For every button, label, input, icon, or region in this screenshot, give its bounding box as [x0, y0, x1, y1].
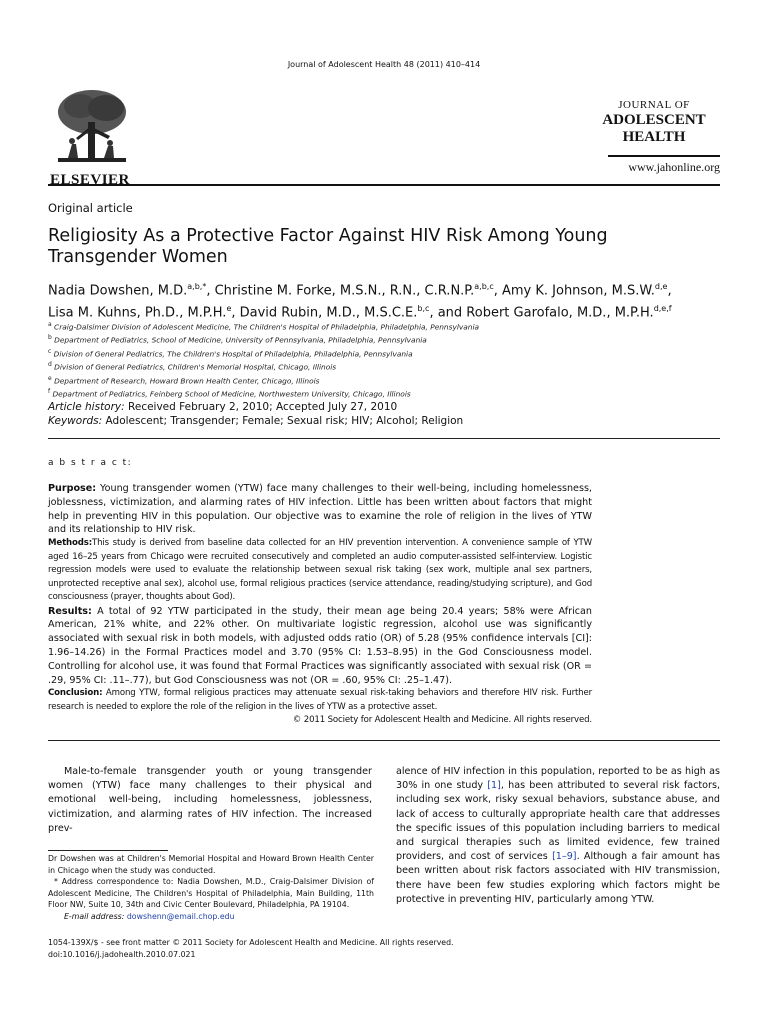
body-right-column: alence of HIV infection in this population, reported to be as high as 30% in one study [1], has been attributed to several risk factors, including sex work, risky sexual behaviors, substance abuse, and lack of access to culturally appropriate health care that addresses the specific issues of this population including barriers to medical and surgical therapies such as limited evidence, few trained providers, and cost of services [1–9]. Although a fair amount has been written about risk factors associated with HIV transmission, there have been few studies exploring which factors might be protective in preventing HIV, particularly among YTW. [396, 766, 721, 905]
author-name: David Rubin, M.D., M.S.C.E. [239, 305, 418, 321]
keywords-text: Adolescent; Transgender; Female; Sexual risk; HIV; Alcohol; Religion [105, 415, 464, 427]
journal-logo [600, 99, 708, 146]
affiliation-mark: b [48, 334, 52, 342]
corresponding-author-mark: * [202, 282, 207, 291]
author-name: Nadia Dowshen, M.D. [48, 283, 188, 299]
affiliation-text: Division of General Pediatrics, Children's Memorial Hospital, Chicago, Illinois [54, 362, 337, 372]
author-name: Robert Garofalo, M.D., M.P.H. [466, 305, 654, 321]
history-text: Received February 2, 2010; Accepted July 27, 2010 [128, 401, 398, 413]
affiliation-mark: e [48, 374, 52, 382]
affiliation-mark: a [48, 321, 52, 328]
affiliation-item [48, 320, 720, 333]
author-separator: , [493, 283, 502, 299]
author-name: Amy K. Johnson, M.S.W. [501, 283, 655, 299]
footnote-email: E-mail address: dowshenn@email.chop.edu [64, 911, 235, 921]
article-title: Religiosity As a Protective Factor Against HIV Risk Among Young Transgender Women [48, 226, 608, 267]
front-matter [48, 937, 720, 960]
history-label: Article history: [48, 401, 125, 413]
journal-logo-line3: HEALTH [622, 129, 686, 145]
journal-url[interactable]: www.jahonline.org [628, 160, 720, 174]
affiliation-text: Department of Pediatrics, Feinberg School of Medicine, Northwestern University, Chicago, Illinois [52, 389, 411, 399]
affiliation-mark: c [48, 347, 52, 355]
email-link[interactable]: dowshenn@email.chop.edu [126, 911, 235, 921]
abstract-copyright: © 2011 Society for Adolescent Health and Medicine. All rights reserved. [292, 715, 592, 726]
abstract-methods: Methods:This study is derived from baseline data collected for an HIV prevention intervention. A convenience sample of YTW aged 16–25 years from Chicago were recruited consecutively and completed an audio computer-assisted self-interview. Logistic regression models were used to evaluate the relationship between sexual risk taking (sex work, multiple anal sex partners, unprotected receptive anal sex), alcohol use, formal religious practices (service attendance, reading/studying scripture), and God consciousness (prayer, thoughts about God). [48, 538, 592, 603]
abstract-rule [48, 740, 720, 741]
doi-line: doi:10.1016/j.jadohealth.2010.07.021 [48, 949, 196, 959]
ref-link-1-9[interactable]: [1–9] [552, 851, 577, 863]
body-left-column: Male-to-female transgender youth or young transgender women (YTW) face many challenges to their physical and emotional well-being, including homelessness, joblessness, victimization, and alarming rates of HIV infection. The increased prev- [48, 766, 372, 834]
article-info [48, 400, 463, 428]
affiliation-text: Craig-Dalsimer Division of Adolescent Medicine, The Children's Hospital of Philadelphia, Philadelphia, Pennsylvania [54, 322, 480, 332]
journal-citation: Journal of Adolescent Health 48 (2011) 410–414 [287, 60, 481, 69]
affiliation-text: Department of Research, Howard Brown Health Center, Chicago, Illinois [54, 375, 320, 385]
abstract-purpose: Purpose: Young transgender women (YTW) face many challenges to their well-being, including homelessness, joblessness, victimization, and alarming rates of HIV infection. Little has been written about factors that might help in preventing HIV in this population. Our objective was to examine the role of religion in the lives of YTW and its relationship to HIV risk. [48, 483, 592, 536]
affiliation-list [48, 320, 720, 400]
author-separator: , and [429, 305, 467, 321]
footnotes [48, 853, 374, 922]
affiliation-item [48, 374, 720, 387]
affiliation-item [48, 333, 720, 346]
header-rule [48, 184, 720, 186]
author-separator: , [667, 283, 672, 299]
author-separator: , [206, 283, 215, 299]
affiliation-text: Division of General Pediatrics, The Children's Hospital of Philadelphia, Philadelphia, Pennsylvania [53, 349, 413, 359]
author-separator: , [231, 305, 240, 321]
keywords-label: Keywords: [48, 415, 103, 427]
author-affiliation-mark: b,c [417, 304, 430, 314]
abstract-conclusion: Conclusion: Among YTW, formal religious practices may attenuate sexual risk-taking behaviors and therefore HIV risk. Further research is needed to explore the role of the religion in the lives of YTW as a protective asset. [48, 688, 592, 712]
journal-logo-line2: ADOLESCENT [602, 112, 706, 128]
publisher-name: ELSEVIER [50, 172, 130, 188]
author-affiliation-mark: a,b, [187, 282, 203, 291]
affiliation-item [48, 387, 720, 400]
article-type: Original article [48, 201, 133, 215]
affiliation-mark: d [48, 361, 52, 369]
affiliation-text: Department of Pediatrics, School of Medicine, University of Pennsylvania, Philadelphia, Pennsylvania [54, 335, 427, 345]
footnote-1: Dr Dowshen was at Children's Memorial Hospital and Howard Brown Health Center in Chicago when the study was conducted. [48, 854, 374, 875]
author-affiliation-mark: d,e [654, 282, 668, 291]
author-name: Christine M. Forke, M.S.N., R.N., C.R.N.P. [214, 283, 475, 299]
author-affiliation-mark: d,e,f [653, 304, 672, 314]
issn-line: 1054-139X/$ - see front matter © 2011 Society for Adolescent Health and Medicine. All rights reserved. [48, 938, 454, 947]
author-affiliation-mark: e [226, 304, 232, 314]
journal-logo-line1: JOURNAL OF [618, 99, 690, 111]
abstract [48, 482, 592, 728]
affiliation-item [48, 347, 720, 360]
affiliation-item [48, 360, 720, 373]
footnote-2: * Address correspondence to: Nadia Dowshen, M.D., Craig-Dalsimer Division of Adolescent Medicine, The Children's Hospital of Philadelphia, Main Building, 11th Floor NW, Suite 10, 34th and Civic Center Boulevard, Philadelphia, PA 19104. [48, 877, 374, 909]
info-rule [48, 438, 720, 439]
footnote-rule [48, 850, 168, 851]
abstract-heading: a b s t r a c t: [48, 458, 133, 468]
author-affiliation-mark: a,b,c [474, 282, 494, 291]
elsevier-tree-icon [50, 86, 132, 170]
elsevier-logo [50, 86, 132, 188]
author-name: Lisa M. Kuhns, Ph.D., M.P.H. [48, 305, 227, 321]
abstract-results: Results: A total of 92 YTW participated in the study, their mean age being 20.4 years; 58% were African American, 21% white, and 22% other. On multivariate logistic regression, alcohol use was significantly associated with sexual risk in both models, with adjusted odds ratio (OR) of 5.28 (95% confidence intervals [CI]: 1.96–14.26) in the Formal Practices model and 3.70 (95% CI: 1.53–8.95) in the God Consciousness model. Controlling for alcohol use, it was found that Formal Practices was significantly associated with sexual risk (OR = .29, 95% CI: .11–.77), but God Consciousness was not (OR = .60, 95% CI: .25–1.47). [48, 605, 592, 686]
affiliation-mark: f [48, 387, 51, 395]
ref-link-1[interactable]: [1] [487, 780, 501, 792]
author-list [48, 278, 720, 323]
